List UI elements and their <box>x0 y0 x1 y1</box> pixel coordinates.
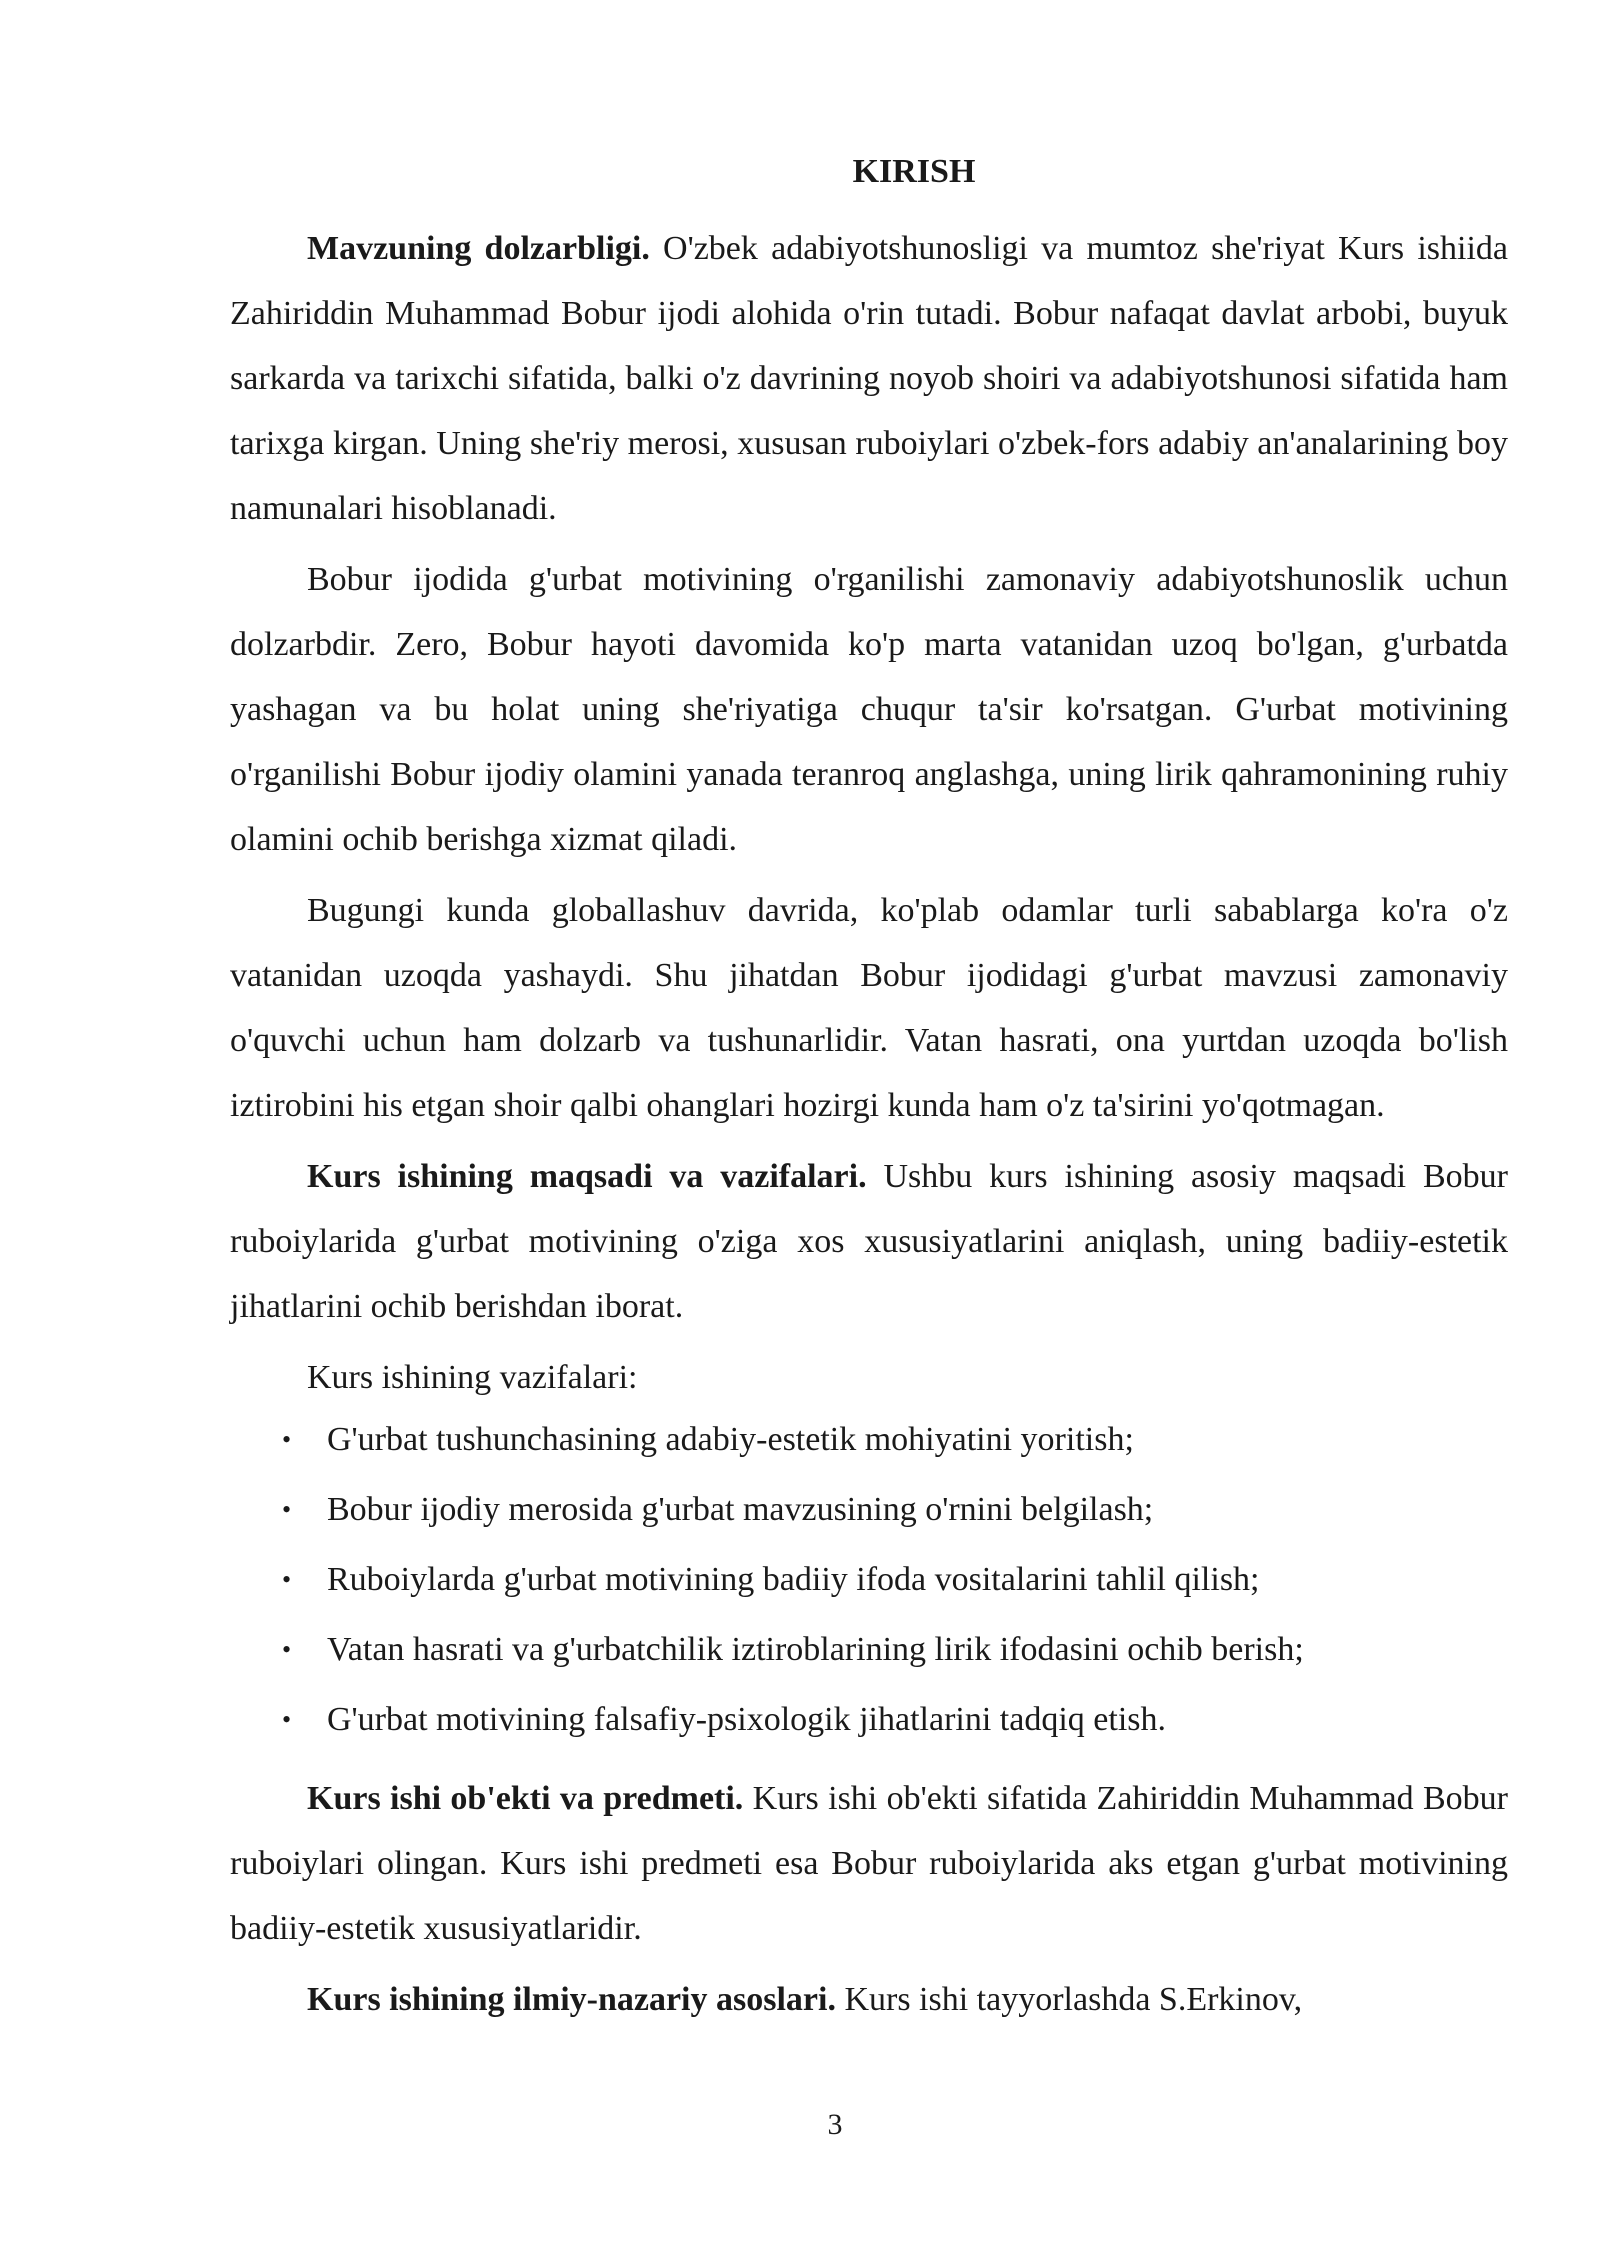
paragraph-text: O'zbek adabiyotshunosligi va mumtoz she'riyat Kurs ishiida Zahiriddin Muhammad Bobur ijodi alohida o'rin tutadi. Bobur nafaqat davlat arbobi, buyuk sarkarda va tarixchi sifatida, balki o'z davrining noyob shoiri va adabiyotshunosi sifatida ham tarixga kirgan. Uning she'riy merosi, xususan ruboiylari o'zbek-fors adabiy an'analarining boy namunalari hisoblanadi. <box>230 230 1509 527</box>
paragraph-lead: Mavzuning dolzarbligi. <box>307 230 650 267</box>
list-item <box>230 1626 1508 1674</box>
paragraph-goals <box>230 1144 1508 1339</box>
page-number: 3 <box>827 2108 843 2141</box>
list-item <box>230 1486 1508 1534</box>
list-item-text: Bobur ijodiy merosida g'urbat mavzusining o'rnini belgilash; <box>327 1491 1154 1528</box>
paragraph-text: Ushbu kurs ishining asosiy maqsadi Bobur ruboiylarida g'urbat motivining o'ziga xos xususiyatlarini aniqlash, uning badiiy-estetik jihatlarini ochib berishdan iborat. <box>230 1158 1508 1325</box>
list-item <box>230 1556 1508 1604</box>
paragraph-text: Bugungi kunda globallashuv davrida, ko'plab odamlar turli sabablarga ko'ra o'z vatanidan uzoqda yashaydi. Shu jihatdan Bobur ijodidagi g'urbat mavzusi zamonaviy o'quvchi uchun ham dolzarb va tushunarlidir. Vatan hasrati, ona yurtdan uzoqda bo'lish iztirobini his etgan shoir qalbi ohanglari hozirgi kunda ham o'z ta'sirini yo'qotmagan. <box>230 892 1508 1124</box>
list-item <box>230 1416 1508 1464</box>
list-item <box>230 1696 1508 1744</box>
paragraph-globalization <box>230 878 1508 1138</box>
paragraph-lead: Kurs ishining maqsadi va vazifalari. <box>307 1158 867 1195</box>
paragraph-object-subject <box>230 1766 1508 1961</box>
list-item-text: G'urbat tushunchasining adabiy-estetik mohiyatini yoritish; <box>327 1421 1134 1458</box>
list-item-text: G'urbat motivining falsafiy-psixologik jihatlarini tadqiq etish. <box>327 1701 1166 1738</box>
bullet-icon: • <box>282 1635 292 1664</box>
paragraph-relevance <box>230 216 1508 541</box>
bullet-icon: • <box>282 1425 292 1454</box>
tasks-list <box>230 1416 1508 1744</box>
paragraph-theoretical-basis <box>230 1967 1508 2032</box>
list-item-text: Vatan hasrati va g'urbatchilik iztiroblarining lirik ifodasini ochib berish; <box>327 1631 1304 1668</box>
paragraph-text: Bobur ijodida g'urbat motivining o'rganilishi zamonaviy adabiyotshunoslik uchun dolzarbdir. Zero, Bobur hayoti davomida ko'p marta vatanidan uzoq bo'lgan, g'urbatda yashagan va bu holat uning she'riyatiga chuqur ta'sir ko'rsatgan. G'urbat motivining o'rganilishi Bobur ijodiy olamini yanada teranroq anglashga, uning lirik qahramonining ruhiy olamini ochib berishga xizmat qiladi. <box>230 561 1508 858</box>
paragraph-motif-study <box>230 547 1508 872</box>
document-page <box>230 148 1508 2038</box>
bullet-icon: • <box>282 1705 292 1734</box>
paragraph-text: Kurs ishi ob'ekti sifatida Zahiriddin Muhammad Bobur ruboiylari olingan. Kurs ishi predmeti esa Bobur ruboiylarida aks etgan g'urbat motivining badiiy-estetik xususiyatlaridir. <box>230 1780 1508 1947</box>
list-item-text: Ruboiylarda g'urbat motivining badiiy ifoda vositalarini tahlil qilish; <box>327 1561 1260 1598</box>
bullet-icon: • <box>282 1565 292 1594</box>
paragraph-lead: Kurs ishi ob'ekti va predmeti. <box>307 1780 744 1817</box>
paragraph-lead: Kurs ishining ilmiy-nazariy asoslari. <box>307 1981 836 2018</box>
paragraph-text: Kurs ishi tayyorlashda S.Erkinov, <box>835 1981 1303 2018</box>
bullet-icon: • <box>282 1495 292 1524</box>
tasks-intro: Kurs ishining vazifalari: <box>307 1359 638 1396</box>
section-heading: KIRISH <box>852 153 976 190</box>
